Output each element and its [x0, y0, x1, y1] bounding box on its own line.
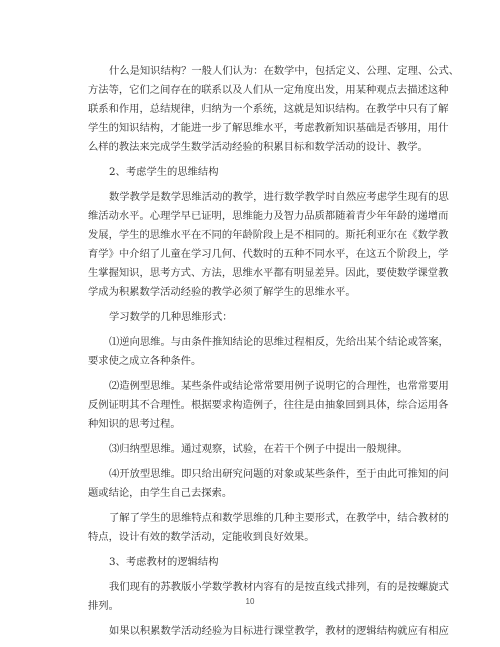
- text-line: ⑴逆向思维。与由条件推知结论的思维过程相反，先给出某个结论或答案，: [109, 336, 449, 348]
- text-line: 了解了学生的思维特点和数学思维的几种主要形式，在教学中，结合教材的: [109, 512, 449, 524]
- text-line: 题或结论，由学生自己去探索。: [88, 487, 233, 499]
- text-line: 要求使之成立各种条件。: [88, 355, 202, 367]
- text-line: ⑶归纳型思维。通过观察，试验，在若干个例子中提出一般规律。: [109, 443, 408, 455]
- text-line: 我们现有的苏教版小学数学教材内容有的是按直线式排列，有的是按螺旋式: [109, 581, 449, 593]
- paragraph-thinking-forms-intro: [88, 308, 420, 327]
- list-item-example-thinking: [88, 377, 449, 434]
- paragraph-thinking-summary: [88, 509, 449, 547]
- text-line: 生掌握知识，思考方式、方法，思维水平都有明显差异。因此，要使数学课堂教: [88, 267, 449, 279]
- text-line: 发展，学生的思维水平在不同的年龄阶段上是不相同的。斯托利亚尔在《数学教: [88, 229, 449, 241]
- text-line: 数学教学是数学思维活动的教学，进行数学教学时自然应考虑学生现有的思: [109, 191, 449, 203]
- list-item-reverse-thinking: [88, 333, 449, 371]
- text-line: 育学》中介绍了儿童在学习几何、代数时的五种不同水平，在这五个阶段上，学: [88, 248, 449, 260]
- paragraph-thinking-activity: [88, 188, 449, 302]
- text-line: 联系和作用，总结规律，归纳为一个系统，这就是知识结构。在教学中只有了解: [88, 103, 449, 115]
- text-line: 2、考虑学生的思维结构: [109, 166, 219, 178]
- text-line: 3、考虑教材的逻辑结构: [109, 556, 219, 568]
- text-line: 维活动水平。心理学早已证明，思维能力及智力品质都随着青少年年龄的递增而: [88, 210, 449, 222]
- text-line: 特点，设计有效的数学活动，定能收到良好效果。: [88, 531, 315, 543]
- text-line: 排列。: [88, 600, 119, 612]
- paragraph-textbook-logic: [88, 622, 449, 641]
- paragraph-knowledge-structure: [88, 62, 460, 157]
- text-line: 如果以积累数学活动经验为目标进行课堂教学，教材的逻辑结构就应有相应: [109, 625, 449, 637]
- text-line: 么样的教法来完成学生数学活动经验的积累目标和数学活动的设计、教学。: [88, 141, 428, 153]
- section-heading-thinking-structure: [88, 163, 420, 182]
- text-line: 学生的知识结构，才能进一步了解思维水平，考虑教新知识基础是否够用，用什: [88, 122, 449, 134]
- text-line: 反例证明其不合理性。根据要求构造例子，往往是由抽象回到具体，综合运用各: [88, 399, 449, 411]
- page-number: 10: [245, 597, 255, 606]
- text-line: 学成为积累数学活动经验的教学必须了解学生的思维水平。: [88, 286, 356, 298]
- list-item-open-thinking: [88, 465, 449, 503]
- text-line: 什么是知识结构？一般人们认为：在数学中，包括定义、公理、定理、公式、: [109, 65, 460, 77]
- text-line: 种知识的思考过程。: [88, 418, 181, 430]
- document-body: [88, 62, 460, 647]
- text-line: ⑵造例型思维。某些条件或结论常常要用例子说明它的合理性，也常常要用: [109, 380, 449, 392]
- text-line: 方法等，它们之间存在的联系以及人们从一定角度出发，用某种观点去描述这种: [88, 84, 449, 96]
- text-line: ⑷开放型思维。即只给出研究问题的对象或某些条件，至于由此可推知的问: [109, 468, 449, 480]
- list-item-inductive-thinking: [88, 440, 420, 459]
- text-line: 学习数学的几种思维形式：: [109, 311, 233, 323]
- section-heading-textbook-structure: [88, 553, 420, 572]
